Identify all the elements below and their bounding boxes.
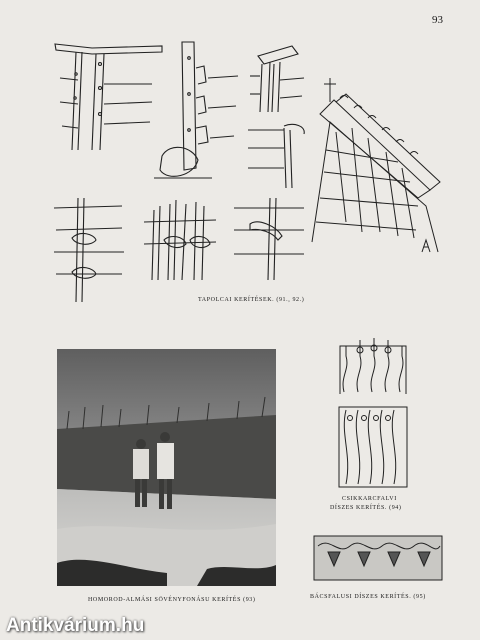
page-number: 93 xyxy=(432,14,443,26)
fence-sketch-woven-stakes xyxy=(52,194,127,304)
fence-sketch-banded-post xyxy=(232,190,307,285)
caption-csik-line1: CSIKKARCFALVI xyxy=(342,496,397,502)
ornamental-fence-top-finials xyxy=(336,336,410,396)
fence-sketch-pickets xyxy=(140,196,220,286)
fence-sketch-short-post xyxy=(248,42,308,117)
watermark-logo: Antikvárium.hu xyxy=(6,615,145,636)
caption-bacs: BÁCSFALUSI DÍSZES KERÍTÉS. (95) xyxy=(310,594,426,600)
caption-top: TAPOLCAI KERÍTÉSEK. (91., 92.) xyxy=(198,297,305,303)
caption-photo: HOMOROD-ALMÁSI SÖVÉNYFONÁSU KERÍTÉS (93) xyxy=(88,597,256,603)
ornamental-fence-balusters xyxy=(336,404,410,490)
fence-sketch-post-stone xyxy=(152,38,242,188)
fence-sketch-post-rails xyxy=(52,38,167,158)
fence-sketch-bent-rail xyxy=(244,118,314,193)
fence-sketch-shingled-gate xyxy=(306,72,446,267)
photo-wattle-fence xyxy=(57,349,276,586)
ornamental-fence-bacsfalu xyxy=(310,532,446,584)
caption-csik-line2: DÍSZES KERÍTÉS. (94) xyxy=(330,505,402,511)
